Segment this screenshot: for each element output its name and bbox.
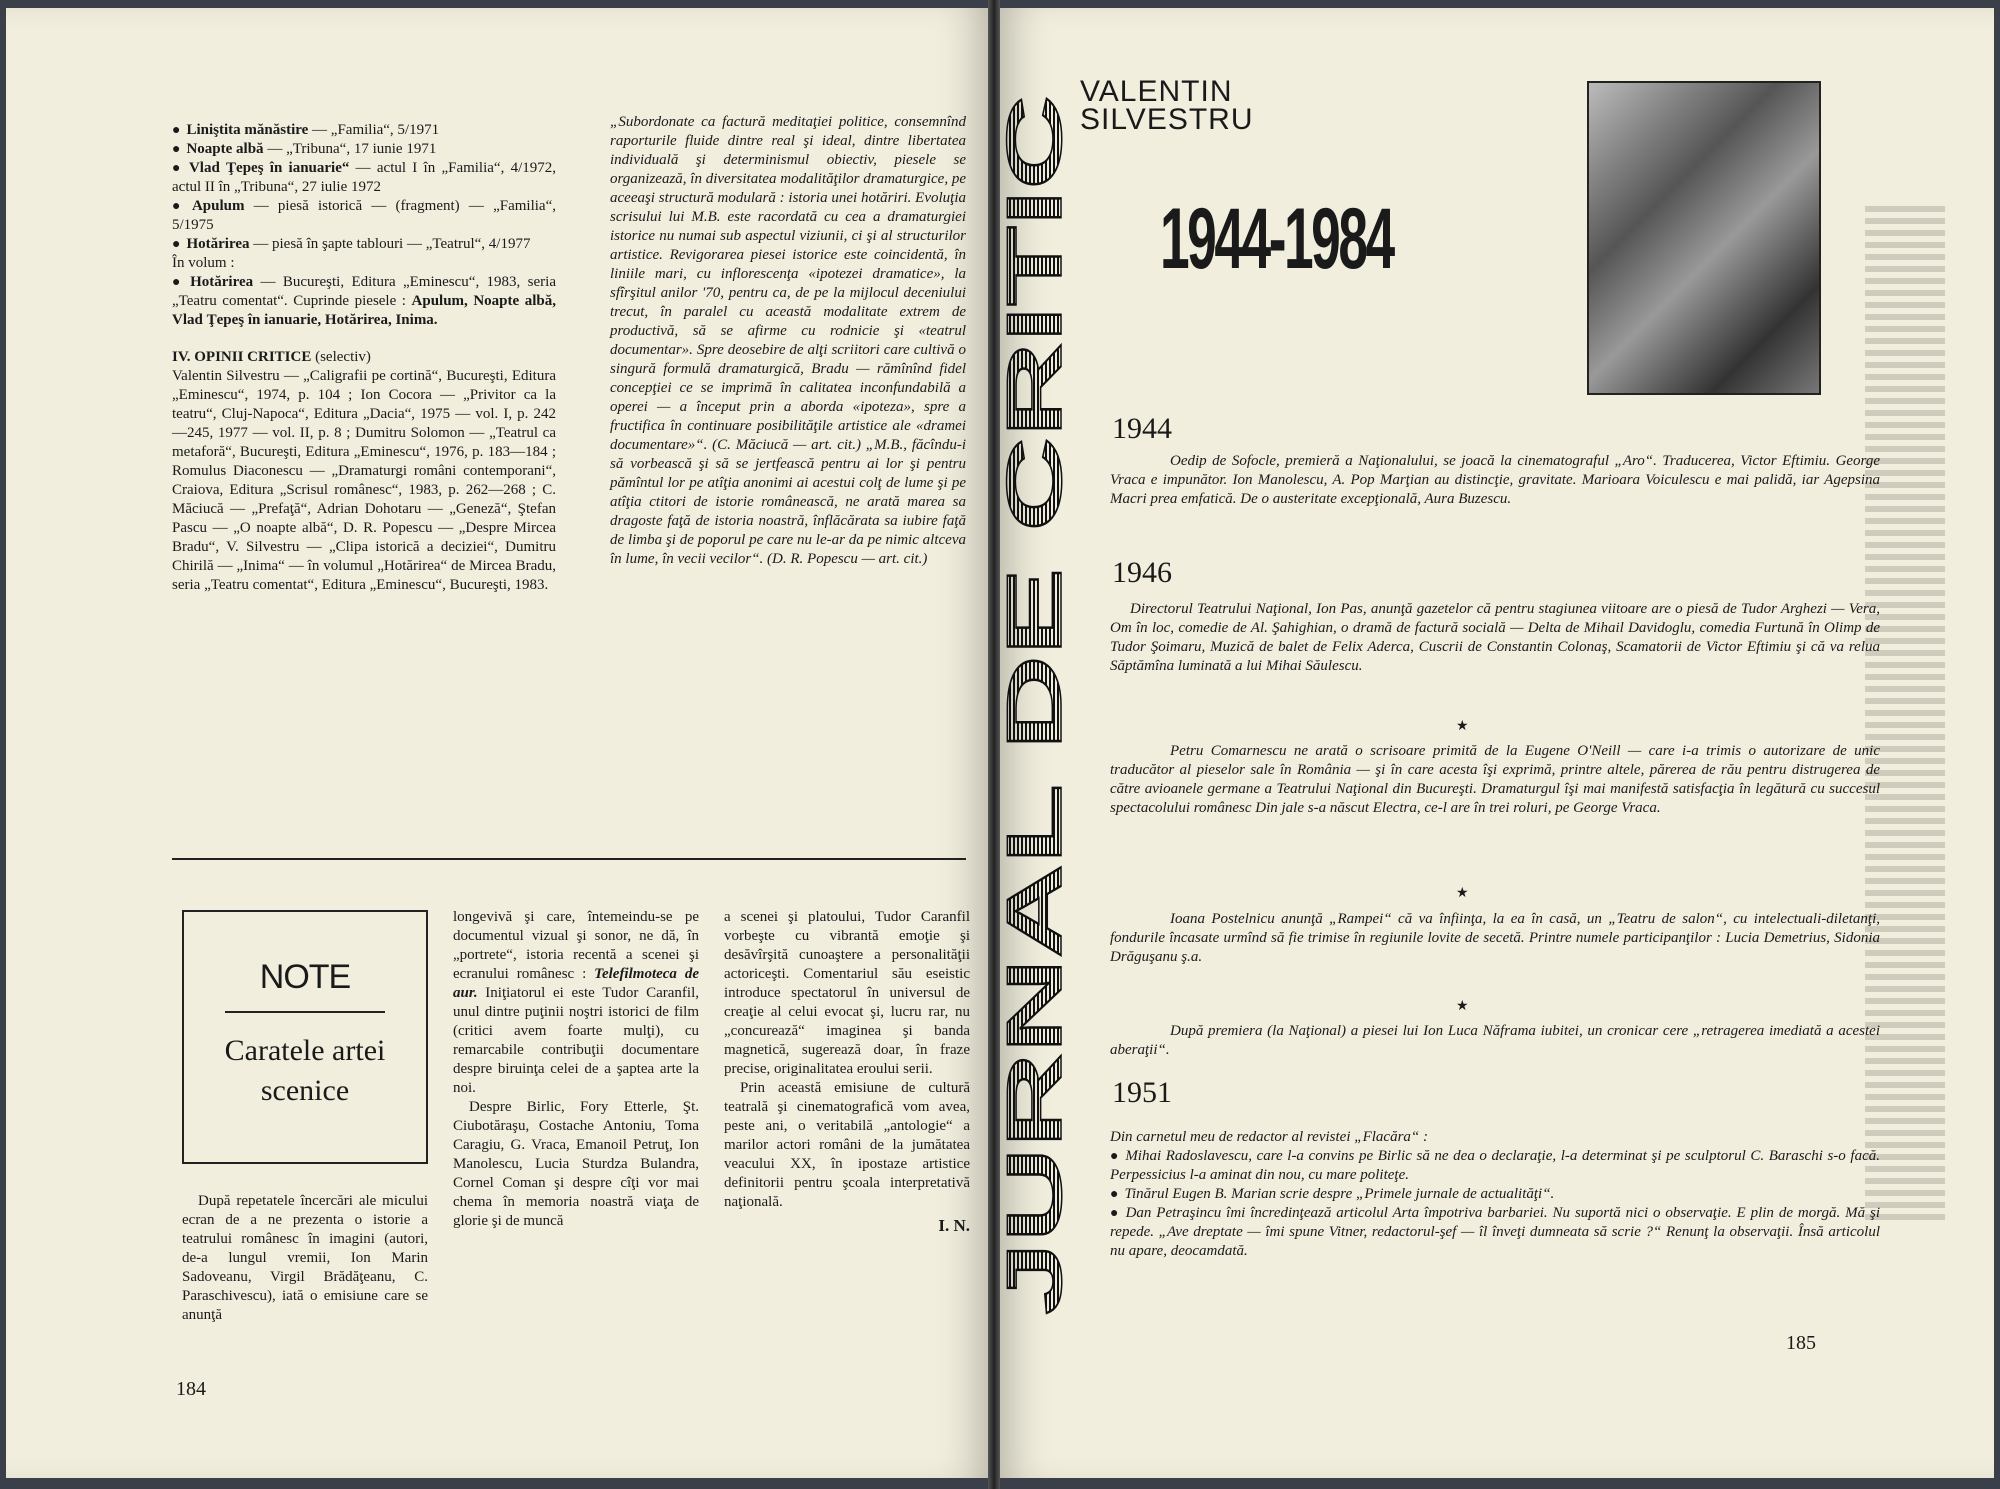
year-1951: 1951 (1112, 1076, 1172, 1109)
vertical-title: JURNAL DE CRITIC (990, 588, 1078, 1315)
author-line-1: VALENTIN (1080, 75, 1233, 108)
note-text-1: După repetatele încercări ale micului ecran de a ne prezenta o istorie a teatrului românesc în imagini (autori, de-a lungul vremii, Ion Marin Sadoveanu, Virgil Brădăţeanu, C. Paraschivescu), iată o emisiune care se anunţă (182, 1193, 428, 1323)
year-1944: 1944 (1112, 412, 1172, 445)
opinii-heading: IV. OPINII CRITICE (selectiv) (172, 349, 371, 365)
note-column-2 (453, 908, 699, 1231)
volume-item: ● Hotărirea — Bucureşti, Editura „Eminescu“, 1983, seria „Teatru comentat“. Cuprinde piesele : Apulum, Noapte albă, Vlad Ţepeş în ianuarie, Hotărirea, Inima. (172, 273, 556, 330)
bleed-through-shadow (1865, 200, 1945, 1220)
note-subtitle: Caratele artei scenice (224, 1034, 386, 1107)
bibliography-column (172, 121, 556, 595)
entry-1946: Directorul Teatrului Naţional, Ion Pas, anunţă gazetelor că pentru stagiunea viitoare are o piesă de Tudor Arghezi — Vera, Om în loc, comedie de Al. Şahighian, o dramă de factură socială — Delta de Mihail Davidoglu, comedia Furtună în Olimp de Tudor Şoimaru, Muzică de balet de Felix Aderca, Cuscrii de Constantin Colonaş, Scamatorii de Victor Eftimiu şi că va relua Săptămîna luminată a lui Mihai Săulescu. (1110, 601, 1880, 674)
note-title: NOTE (259, 958, 351, 996)
entry-1944: Oedip de Sofocle, premieră a Naţionalului, se joacă la cinematograful „Aro“. Traducerea, Victor Eftimiu. George Vraca e impunător. Ion Manolescu, A. Pop Marţian au distincţie, gravitate. Marioara Voiculescu e mai palidă, iar Agepsina Macri prea emfatică. De o austeritate excepţională, Aura Buzescu. (1110, 453, 1880, 507)
year-1946: 1946 (1112, 556, 1172, 589)
note-text-4: a scenei şi platoului, Tudor Caranfil vorbeşte cu vibrantă emoţie şi desăvîrşită cunoaştere a personalităţii actoriceşti. Comentariul său eseistic introduce spectatorul în universul de creaţie al celui evocat şi, lucru rar, nu „concurează“ imaginea şi banda magnetică, sugerează doar, în fraze precise, originalitatea eroului serii. (724, 909, 970, 1077)
quotes-column (610, 113, 966, 569)
note-text-3: Despre Birlic, Fory Etterle, Şt. Ciubotăraşu, Costache Antoniu, Toma Caragiu, G. Vraca, Emanoil Petruţ, Ion Manolescu, Lucia Sturdza Bulandra, Cornel Coman şi despre cîţi vor mai chema în memoria noastră viaţa de glorie şi de muncă (453, 1099, 699, 1229)
note-text-2: longevivă şi care, întemeindu-se pe documentul vizual şi sonor, ne dă, în „portrete“, istoria recentă a scenei şi ecranului românesc : Telefilmoteca de aur. Iniţiatorul ei este Tudor Caranfil, unul dintre puţinii noştri istorici de film (critici avem foarte mulţi), cu remarcabile contribuţii documentare despre biruinţa celei de a şaptea arte la noi. (453, 909, 699, 1096)
bib-item: ● Noapte albă — „Tribuna“, 17 iunie 1971 (172, 140, 556, 159)
note-column-3 (724, 908, 970, 1235)
note-column-1 (182, 1192, 428, 1325)
left-page (6, 8, 988, 1478)
entry-naframa: După premiera (la Naţional) a piesei lui Ion Luca Năframa iubitei, un cronicar cere „retragerea imediată a acestei aberaţii“. (1110, 1023, 1880, 1058)
bib-item: ● Hotărirea — piesă în şapte tablouri — „Teatrul“, 4/1977 (172, 235, 556, 254)
entry-1951: Din carnetul meu de redactor al revistei „Flacăra“ : ● Mihai Radoslavescu, care l-a convins pe Birlic să ne dea o declaraţie, l-a determinat şi pe sculptorul C. Baraschi s-o facă. Perpessicius l-a aminat din nou, cu mare politeţe. ● Tinărul Eugen B. Marian scrie despre „Primele jurnale de actualităţi“. ● Dan Petraşincu îmi încredinţează articolul Arta împotriva barbariei. Nu suportă nici o observaţie. E plin de morgă. Mă şi repede. „Ave dreptate — îmi spune Vitner, redactorul-şef — îl înveţi dumneata să scrie ?“ Renunţ la observaţii. Însă articolul nu apare, deocamdată. (1110, 1128, 1880, 1261)
star-separator: ★ (1456, 999, 1469, 1014)
star-separator: ★ (1456, 886, 1469, 901)
diary-bullet: ● Tinărul Eugen B. Marian scrie despre „Primele jurnale de actualităţi“. (1110, 1185, 1880, 1204)
note-divider (225, 1011, 385, 1013)
page-number-left: 184 (176, 1378, 206, 1400)
diary-bullet: ● Mihai Radoslavescu, care l-a convins pe Birlic să ne dea o declaraţie, l-a determinat şi pe sculptorul C. Baraschi s-o facă. Perpessicius l-a aminat din nou, cu mare politeţe. (1110, 1147, 1880, 1185)
entry-comarnescu: Petru Comarnescu ne arată o scrisoare primită de la Eugene O'Neill — care i-a trimis o autorizare de unic traducător al pieselor sale în România — şi în care acesta îşi exprimă, printre altele, părerea de rău pentru distrugerea de către avioanele germane a Teatrului Naţional din Bucureşti. Dramaturgul îşi mai manifestă satisfacţia în legătură cu succesul spectacolului românesc Din jale s-a născut Electra, ce-l are în trei roluri, pe George Vraca. (1110, 743, 1880, 816)
bib-item: ● Apulum — piesă istorică — (fragment) — „Familia“, 5/1975 (172, 197, 556, 235)
author-line-2: SILVESTRU (1080, 103, 1254, 136)
critical-quotes: „Subordonate ca factură meditaţiei politice, consemnînd raporturile fluide dintre real şi ideal, dintre libertatea individuală şi determinismul obiectiv, piesele se organizează, în diversitatea modalităţilor dramaturgice, pe aceeaşi structură modulară : istoria unei hotăriri. Evoluţia scrisului lui M.B. este racordată cu cea a dramaturgiei istorice nu numai sub aspectul viziunii, ci şi al structurilor artistice. Revigorarea piesei istorice este coincidentă, în liniile mari, cu inflorescenţa «ipotezei dramatice», la sfîrşitul anilor '70, pentru ca, de pe la mijlocul deceniului trecut, în paralel cu această modalitate extrem de productivă, să se afirme cu rodnicie şi «teatrul documentar». Spre deosebire de alţi scriitori care cultivă o singură formulă dramaturgică, Bradu — rămînînd fidel concepţiei ce se imprimă în calitatea inconfundabilă a operei — a început prin a aborda «ipoteza», spre a fructifica în continuare posibilităţile artistice ale «dramei documentare»“. (C. Măciucă — art. cit.) „M.B., făcîndu-i să vorbească şi să se jertfească pentru ai lor şi pentru pămîntul lor pe atîţia anonimi ai acestui colţ de lume şi pe atîţia ctitori de istorie românească, ne arată marea sa dragoste faţă de istoria noastră, înflăcărata sa iubire faţă de limba şi de poporul pe care nu le-ar da pe nimic altceva în lume, în vecii vecilor“. (D. R. Popescu — art. cit.) (610, 114, 966, 567)
years-title: 1944-1984 (1160, 191, 1393, 287)
vertical-title-band (990, 80, 1078, 1320)
bib-item: ● Vlad Ţepeş în ianuarie“ — actul I în „Familia“, 4/1972, actul II în „Tribuna“, 27 iulie 1972 (172, 159, 556, 197)
opinii-text: Valentin Silvestru — „Caligrafii pe cortină“, Bucureşti, Editura „Eminescu“, 1974, p. 104 ; Ion Cocora — „Privitor ca la teatru“, Cluj-Napoca“, Editura „Dacia“, 1975 — vol. I, p. 242—245, 1977 — vol. II, p. 8 ; Dumitru Solomon — „Teatrul ca metaforă“, Bucureşti, Editura „Eminescu“, 1976, p. 183—184 ; Romulus Diaconescu — „Dramaturgi români contemporani“, Craiova, Editura „Scrisul românesc“, 1983, p. 262—268 ; C. Măciucă — „Prefaţă“, Adrian Dohotaru — „Geneză“, Ştefan Pascu — „O noapte albă“, D. R. Popescu — „Despre Mircea Bradu“, V. Silvestru — „Clipa istorică a deciziei“, Dumitru Chirilă — „Inima“ — în volumul „Hotărirea“ de Mircea Bradu, seria „Teatru comentat“, Editura „Eminescu“, Bucureşti, 1983. (172, 368, 556, 593)
note-signature: I. N. (938, 1216, 970, 1235)
page-number-right: 185 (1786, 1332, 1816, 1354)
in-volum-label: În volum : (172, 255, 235, 271)
author-name (1080, 75, 1254, 136)
note-text-5: Prin această emisiune de cultură teatrală şi cinematografică vom avea, peste ani, o veritabilă „antologie“ a marilor actori români de la jumătatea veacului XX, în ipostaze artistice definitorii pentru şcoala interpretativă naţională. (724, 1080, 970, 1210)
star-separator: ★ (1456, 719, 1469, 734)
entry-postelnicu: Ioana Postelnicu anunţă „Rampei“ că va înfiinţa, la ea în casă, un „Teatru de salon“, cu intelectuali-diletanţi, fondurile încasate urmînd să fie trimise în regiunile lovite de secetă. Printre numele participanţilor : Lucia Demetrius, Sidonia Drăguşanu ş.a. (1110, 911, 1880, 965)
author-photo (1587, 81, 1821, 395)
note-box (182, 910, 428, 1164)
bib-item: ● Liniştita mănăstire — „Familia“, 5/1971 (172, 121, 556, 140)
section-divider (172, 858, 966, 860)
diary-bullet: ● Dan Petraşincu îmi încredinţează articolul Arta împotriva barbariei. Nu suportă nici o observaţie. E plin de morgă. Mă şi repede. „Ave dreptate — îmi spune Vitner, redactorul-şef — îl înveţi dumneata să scrie ?“ Renunţ la observaţii. Însă articolul nu apare, deocamdată. (1110, 1204, 1880, 1261)
